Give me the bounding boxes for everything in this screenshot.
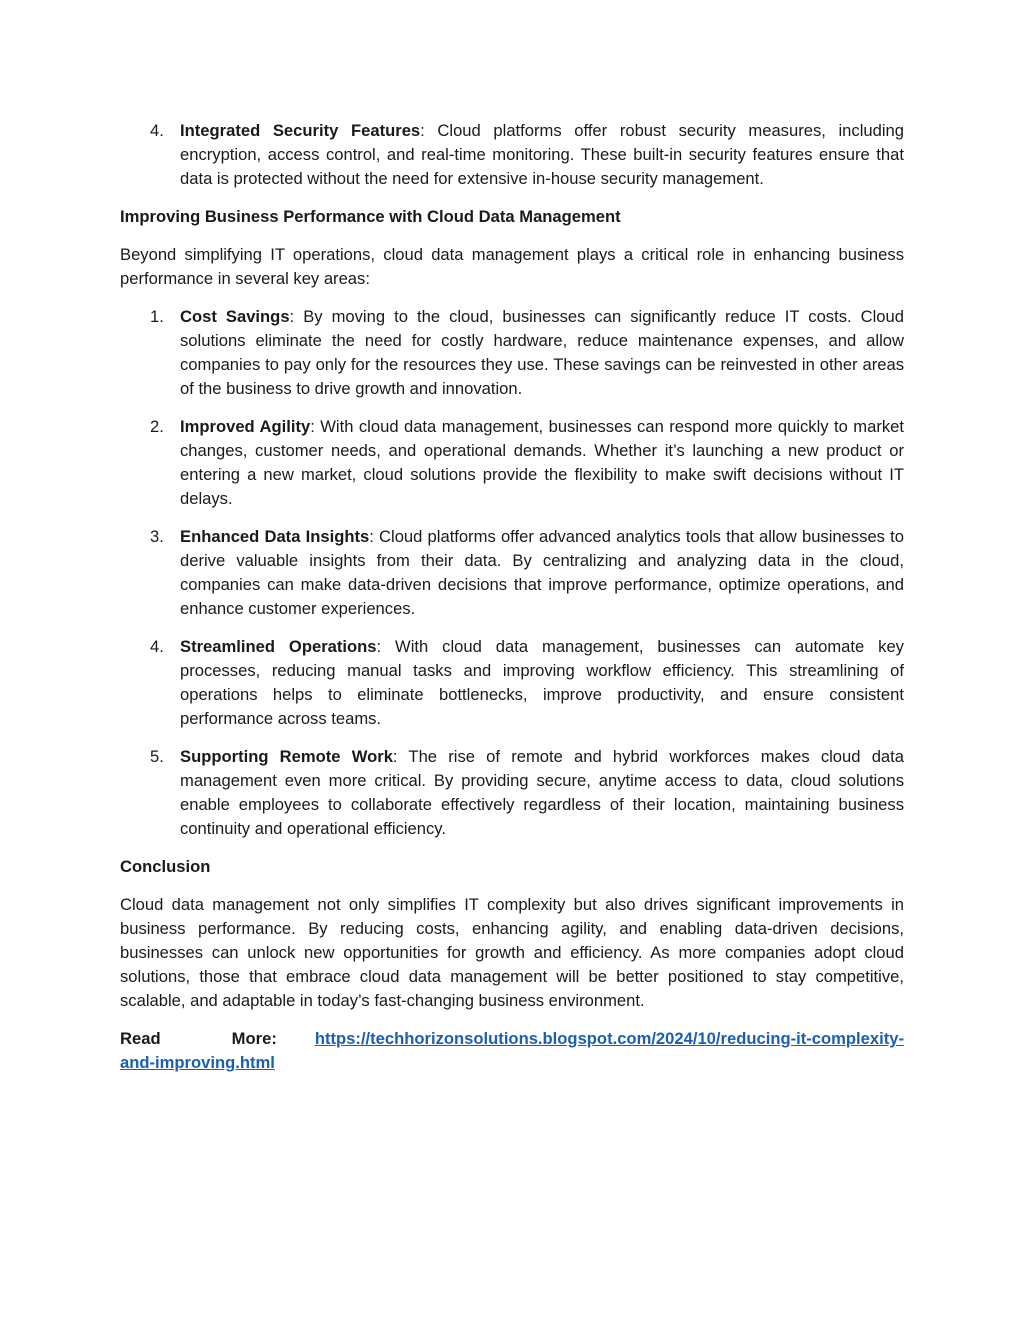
list-item-text: : By moving to the cloud, businesses can significantly reduce IT costs. Cloud solutions eliminate the need for costly hardware, reduce maintenance expenses, and allow companies to pay only for the resources they use. These savings can be reinvested in other areas of the business to drive growth and innovation. (180, 307, 904, 398)
list-item-text: : The rise of remote and hybrid workforces makes cloud data management even more critical. By providing secure, anytime access to data, cloud solutions enable employees to collaborate effectively regardless of their location, maintaining business continuity and operational efficiency. (180, 747, 904, 838)
list-number: 3. (150, 527, 164, 546)
list-item-title: Improved Agility (180, 417, 311, 436)
list-item-text: : With cloud data management, businesses can respond more quickly to market changes, customer needs, and operational demands. Whether it’s launching a new product or entering a new market, cloud solutions provide the flexibility to make swift decisions without IT delays. (180, 417, 905, 508)
list-item-text: : Cloud platforms offer advanced analytics tools that allow businesses to derive valuable insights from their data. By centralizing and analyzing data in the cloud, companies can make data-driven decisions that improve performance, optimize operations, and enhance customer experiences. (180, 527, 904, 618)
list-item-title: Supporting Remote Work (180, 747, 393, 766)
list-item (120, 415, 904, 511)
list-item-title: Streamlined Operations (180, 637, 377, 656)
conclusion-text: Cloud data management not only simplifies IT complexity but also drives significant improvements in business performance. By reducing costs, enhancing agility, and enabling data-driven decisions, businesses can unlock new opportunities for growth and efficiency. As more companies adopt cloud solutions, those that embrace cloud data management will be better positioned to stay competitive, scalable, and adaptable in today’s fast-changing business environment. (120, 895, 904, 1010)
benefits-list (120, 305, 904, 841)
list-item (120, 119, 904, 191)
list-item-title: Cost Savings (180, 307, 290, 326)
list-item-text: : Cloud platforms offer robust security measures, including encryption, access control, and real-time monitoring. These built-in security features ensure that data is protected without the need for extensive in-house security management. (180, 121, 905, 188)
list-number: 5. (150, 747, 164, 766)
security-list (120, 119, 904, 191)
section-heading: Improving Business Performance with Cloud Data Management (120, 207, 621, 226)
read-more-link[interactable]: https://techhorizonsolutions.blogspot.com/2024/10/reducing-it-complexity-and-improving.html (120, 1029, 904, 1072)
list-item (120, 745, 904, 841)
list-item-title: Integrated Security Features (180, 121, 421, 140)
list-item (120, 525, 904, 621)
read-more-label: Read More: (120, 1029, 277, 1048)
conclusion-heading: Conclusion (120, 857, 211, 876)
list-item-title: Enhanced Data Insights (180, 527, 370, 546)
list-number: 4. (150, 121, 164, 140)
list-number: 4. (150, 637, 164, 656)
list-item-text: : With cloud data management, businesses can automate key processes, reducing manual tasks and improving workflow efficiency. This streamlining of operations helps to eliminate bottlenecks, improve productivity, and ensure consistent performance across teams. (180, 637, 904, 728)
read-more (120, 1027, 904, 1075)
list-item (120, 305, 904, 401)
section-intro: Beyond simplifying IT operations, cloud data management plays a critical role in enhancing business performance in several key areas: (120, 245, 904, 288)
document-page (120, 119, 904, 1075)
list-item (120, 635, 904, 731)
list-number: 1. (150, 307, 164, 326)
list-number: 2. (150, 417, 164, 436)
